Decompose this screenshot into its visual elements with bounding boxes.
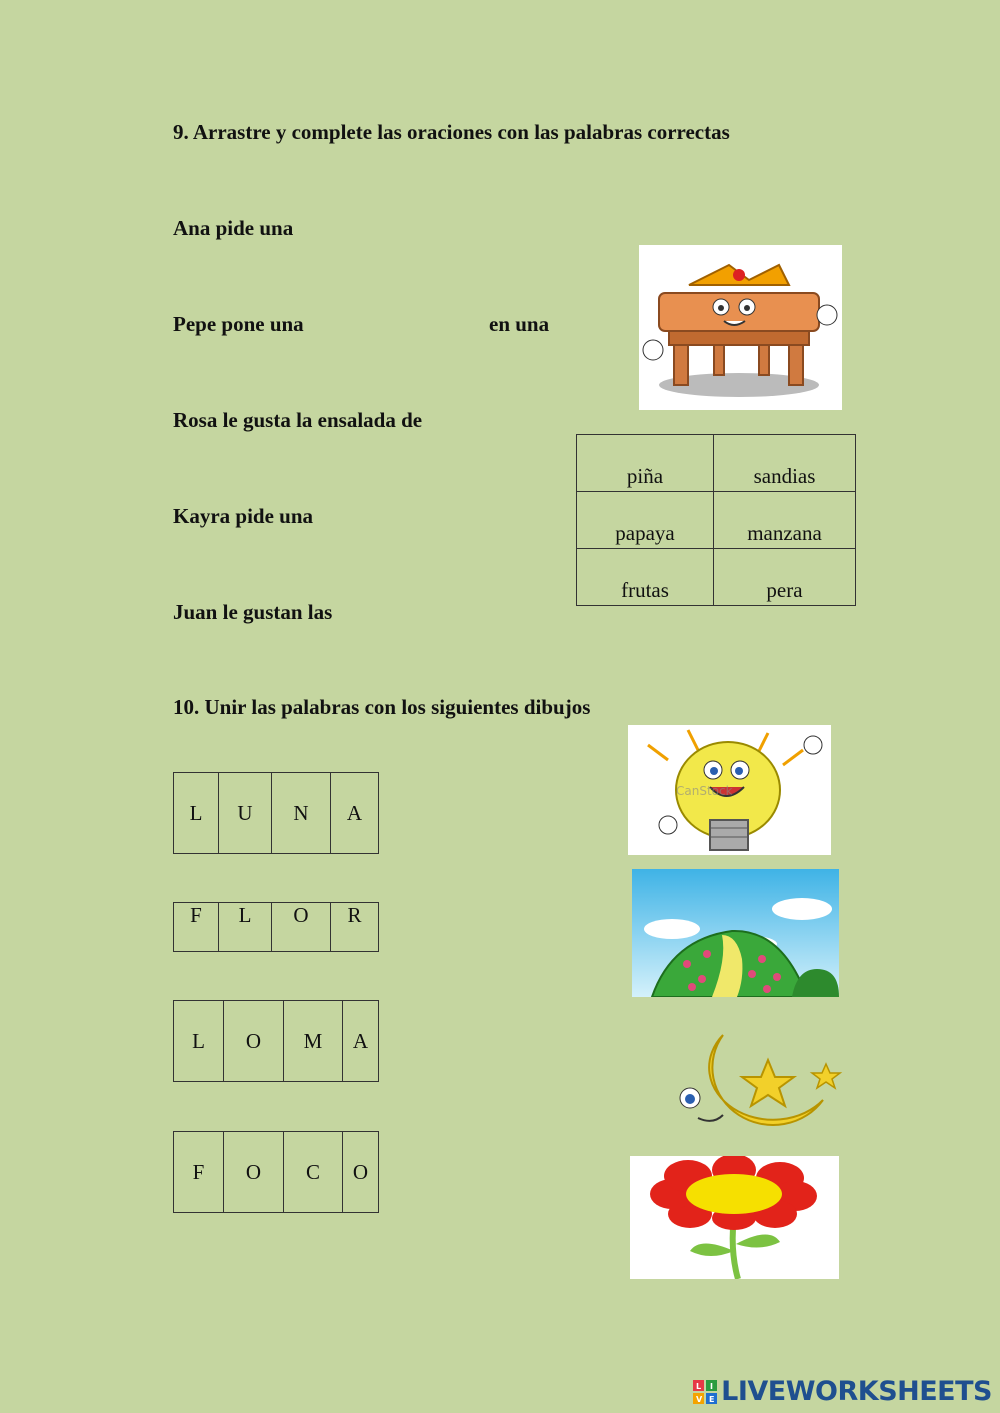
moon-image[interactable] <box>628 1030 846 1143</box>
logo-letter: L <box>696 1381 702 1391</box>
letter-cell: O <box>224 1132 284 1213</box>
word-bank-table <box>576 434 856 606</box>
word-bank-cell[interactable]: sandias <box>714 435 856 492</box>
sentence-5: Juan le gustan las <box>173 600 333 624</box>
letter-cell: A <box>343 1001 379 1082</box>
section-10-heading: 10. Unir las palabras con los siguientes dibujos <box>173 695 591 719</box>
liveworksheets-logo <box>693 1376 992 1407</box>
hill-image[interactable] <box>632 869 839 997</box>
watermark-text: CanStock <box>676 784 733 798</box>
sentence-2-continuation: en una <box>489 312 550 336</box>
sentence-4: Kayra pide una <box>173 504 314 528</box>
letter-cell: L <box>219 903 272 952</box>
letter-grid-foco[interactable] <box>173 1131 379 1213</box>
flower-image[interactable] <box>630 1156 839 1279</box>
letter-cell: C <box>284 1132 343 1213</box>
table-with-crown-image <box>639 245 842 410</box>
letter-cell: L <box>174 773 219 854</box>
liveworksheets-logo-icon <box>693 1380 717 1404</box>
word-bank-cell[interactable]: piña <box>577 435 714 492</box>
section-9-heading: 9. Arrastre y complete las oraciones con las palabras correctas <box>173 120 730 144</box>
letter-cell: R <box>331 903 379 952</box>
word-bank-cell[interactable]: papaya <box>577 492 714 549</box>
brand-text: LIVEWORKSHEETS <box>721 1376 992 1407</box>
letter-cell: N <box>272 773 331 854</box>
letter-grid-loma[interactable] <box>173 1000 379 1082</box>
logo-letter: V <box>696 1394 703 1404</box>
letter-grid-luna[interactable] <box>173 772 379 854</box>
word-bank-cell[interactable]: frutas <box>577 549 714 606</box>
letter-cell: L <box>174 1001 224 1082</box>
letter-cell: F <box>174 903 219 952</box>
letter-cell: F <box>174 1132 224 1213</box>
letter-cell: O <box>343 1132 379 1213</box>
sentence-1: Ana pide una <box>173 216 294 240</box>
lightbulb-image[interactable] <box>628 725 831 855</box>
letter-cell: A <box>331 773 379 854</box>
letter-cell: M <box>284 1001 343 1082</box>
logo-letter: I <box>710 1381 714 1391</box>
letter-cell: O <box>272 903 331 952</box>
letter-cell: U <box>219 773 272 854</box>
sentence-3: Rosa le gusta la ensalada de <box>173 408 423 432</box>
logo-letter: E <box>709 1394 715 1404</box>
word-bank-cell[interactable]: manzana <box>714 492 856 549</box>
letter-cell: O <box>224 1001 284 1082</box>
word-bank-cell[interactable]: pera <box>714 549 856 606</box>
sentence-2: Pepe pone una <box>173 312 304 336</box>
letter-grid-flor[interactable] <box>173 902 379 952</box>
